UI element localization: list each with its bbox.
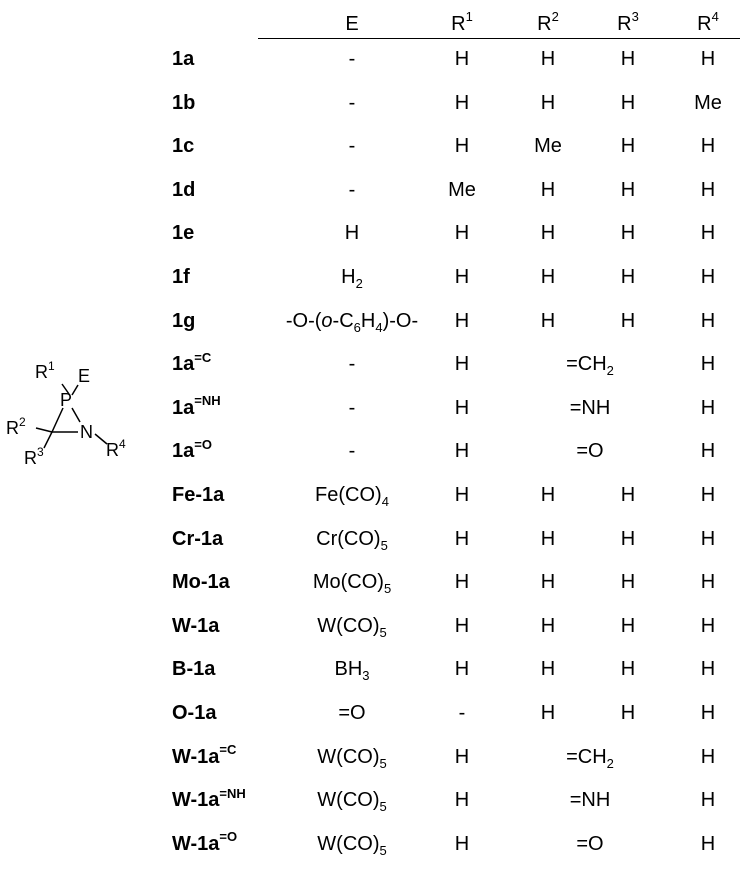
cell-e-sub: 5 bbox=[379, 799, 387, 815]
cell-r3: H bbox=[620, 484, 636, 506]
structure-r4-base: R bbox=[106, 440, 119, 460]
cell-e-base: W(CO) bbox=[317, 789, 380, 812]
structure-r4-label bbox=[106, 437, 126, 460]
cell-e-base: Fe(CO) bbox=[315, 484, 382, 506]
compound-id bbox=[172, 349, 211, 379]
table-row bbox=[0, 698, 740, 728]
cell-e-base: W(CO) bbox=[317, 614, 380, 637]
compound-id-base: 1a bbox=[172, 353, 195, 376]
bond-p-e bbox=[72, 385, 78, 395]
cell-e-italic: o bbox=[321, 309, 333, 332]
cell-r1: H bbox=[454, 789, 470, 812]
cell-r4: H bbox=[700, 266, 716, 288]
cell-r3: H bbox=[620, 658, 636, 681]
cell-r2-r3-base: =CH bbox=[566, 353, 607, 376]
header-r2-sup: 2 bbox=[551, 9, 559, 25]
cell-e-base: Cr(CO) bbox=[316, 527, 381, 550]
structure-r1-sup: 1 bbox=[48, 359, 55, 373]
table-row bbox=[0, 742, 740, 772]
structure-r2-sup: 2 bbox=[19, 415, 26, 429]
compound-id-base: Mo-1a bbox=[172, 571, 230, 594]
structure-r2-base: R bbox=[6, 418, 19, 438]
cell-r2: H bbox=[540, 484, 556, 506]
cell-r2-r3-merged bbox=[566, 742, 614, 772]
cell-r2: H bbox=[540, 527, 556, 550]
cell-r4: H bbox=[700, 614, 716, 637]
compound-id-base: Cr-1a bbox=[172, 527, 224, 550]
cell-r3: H bbox=[620, 178, 636, 201]
cell-r1: Me bbox=[448, 178, 476, 201]
header-r4-sup: 4 bbox=[711, 9, 719, 25]
compound-id bbox=[172, 131, 194, 161]
header-r3 bbox=[617, 10, 639, 38]
cell-r2-r3-merged bbox=[570, 393, 611, 423]
compound-id bbox=[172, 88, 195, 118]
cell-e bbox=[341, 262, 363, 292]
cell-r1: H bbox=[454, 91, 470, 114]
cell-e-base: - bbox=[348, 135, 356, 158]
table-row bbox=[0, 524, 740, 554]
cell-e-base: - bbox=[348, 178, 356, 201]
cell-r2: H bbox=[540, 658, 556, 681]
cell-r2: H bbox=[540, 614, 556, 637]
table-row bbox=[0, 785, 740, 815]
cell-r4: H bbox=[700, 745, 716, 768]
cell-r1: H bbox=[454, 658, 470, 681]
cell-r3: H bbox=[620, 222, 636, 245]
cell-e bbox=[349, 88, 356, 118]
cell-r3: H bbox=[620, 48, 636, 70]
cell-e-base: W(CO) bbox=[317, 745, 380, 768]
compound-id bbox=[172, 742, 236, 772]
cell-e bbox=[349, 44, 356, 74]
cell-r2-r3-merged bbox=[566, 349, 614, 379]
cell-r3: H bbox=[620, 527, 636, 550]
cell-r3: H bbox=[620, 614, 636, 637]
cell-r4: H bbox=[700, 396, 716, 419]
compound-id bbox=[172, 175, 195, 205]
cell-r1: H bbox=[454, 440, 470, 463]
table-row bbox=[0, 567, 740, 597]
cell-r1: H bbox=[454, 48, 470, 70]
cell-e bbox=[349, 349, 356, 379]
cell-e-mid2: H bbox=[360, 309, 376, 332]
compound-id-base: 1f bbox=[172, 266, 190, 288]
bond-c-r2 bbox=[36, 428, 52, 432]
compound-id-sup: =C bbox=[194, 349, 212, 365]
structure-r1-base: R bbox=[35, 362, 48, 382]
cell-r2: Me bbox=[534, 135, 562, 158]
cell-r3: H bbox=[620, 309, 636, 332]
cell-r2: H bbox=[540, 571, 556, 594]
header-r3-sup: 3 bbox=[631, 9, 639, 25]
cell-r3: H bbox=[620, 91, 636, 114]
structure-r4-sup: 4 bbox=[119, 437, 126, 451]
compound-id-base: 1g bbox=[172, 309, 196, 332]
cell-r1: H bbox=[454, 484, 470, 506]
cell-r2: H bbox=[540, 48, 556, 70]
structure-e-label: E bbox=[78, 366, 91, 386]
compound-id bbox=[172, 218, 194, 248]
compound-id-sup: =NH bbox=[219, 785, 246, 801]
structure-r3-base: R bbox=[24, 448, 37, 468]
cell-r3: H bbox=[620, 266, 636, 288]
cell-e bbox=[316, 524, 388, 554]
cell-e-base: - bbox=[348, 48, 356, 70]
cell-r3: H bbox=[620, 135, 636, 158]
cell-e bbox=[349, 131, 356, 161]
structure-r1-label bbox=[35, 359, 55, 382]
cell-e-base: =O bbox=[338, 702, 366, 724]
cell-r4: H bbox=[700, 309, 716, 332]
structure-r2-label bbox=[6, 415, 26, 438]
compound-id-base: 1c bbox=[172, 135, 195, 158]
cell-r3: H bbox=[620, 702, 636, 724]
cell-e-base: - bbox=[348, 91, 356, 114]
cell-r1: H bbox=[454, 571, 470, 594]
cell-e-base: - bbox=[348, 396, 356, 419]
compound-id-base: 1d bbox=[172, 178, 196, 201]
cell-e bbox=[349, 175, 356, 205]
cell-e bbox=[334, 654, 369, 684]
cell-r1: H bbox=[454, 614, 470, 637]
compound-id-base: 1a bbox=[172, 440, 195, 463]
cell-e-sub: 6 bbox=[353, 319, 361, 335]
cell-e bbox=[345, 218, 359, 248]
structure-p-label: P bbox=[60, 390, 73, 410]
cell-e bbox=[313, 567, 391, 597]
cell-r1: H bbox=[454, 832, 470, 855]
compound-id-sup: =O bbox=[219, 829, 238, 845]
bond-p-n bbox=[72, 408, 80, 422]
compound-id-base: Fe-1a bbox=[172, 484, 225, 506]
compound-id-base: W-1a bbox=[172, 832, 220, 855]
cell-e-mid: -C bbox=[332, 309, 354, 332]
cell-e bbox=[338, 698, 365, 728]
cell-e bbox=[349, 393, 356, 423]
cell-r3: H bbox=[620, 571, 636, 594]
compound-id-base: 1e bbox=[172, 222, 195, 245]
cell-e-sub: 5 bbox=[383, 581, 392, 597]
compound-id bbox=[172, 306, 195, 336]
cell-r4: H bbox=[700, 484, 716, 506]
compound-id bbox=[172, 829, 237, 859]
table-row bbox=[0, 88, 740, 118]
cell-r2-r3-base: =O bbox=[576, 832, 604, 855]
cell-r2-r3-merged bbox=[576, 829, 603, 859]
cell-r4: H bbox=[700, 702, 716, 724]
cell-r2-r3-sub: 2 bbox=[606, 363, 614, 379]
cell-r2-r3-base: =O bbox=[576, 440, 604, 463]
cell-r2-r3-base: =NH bbox=[569, 789, 611, 812]
compound-id bbox=[172, 654, 215, 684]
bond-c-r3 bbox=[44, 432, 52, 448]
compound-id bbox=[172, 611, 219, 641]
cell-e-sub: 5 bbox=[379, 624, 387, 640]
cell-r1: H bbox=[454, 396, 470, 419]
cell-e bbox=[317, 785, 386, 815]
aziridine-structure bbox=[0, 360, 160, 490]
cell-r1: - bbox=[458, 702, 466, 724]
cell-r1: H bbox=[454, 135, 470, 158]
cell-r4: H bbox=[700, 440, 716, 463]
compound-id-sup: =C bbox=[219, 741, 237, 757]
table-row bbox=[0, 218, 740, 248]
cell-e-base: -O-( bbox=[285, 309, 322, 332]
cell-e-sub: 5 bbox=[379, 755, 387, 771]
cell-r1: H bbox=[454, 745, 470, 768]
cell-r2: H bbox=[540, 178, 556, 201]
compound-id-sup: =NH bbox=[194, 393, 221, 409]
compound-id bbox=[172, 785, 246, 815]
compound-id-base: W-1a bbox=[172, 789, 220, 812]
table-row bbox=[0, 44, 740, 74]
table-row bbox=[0, 131, 740, 161]
cell-r4: H bbox=[700, 353, 716, 376]
cell-r2-r3-sub: 2 bbox=[606, 755, 614, 771]
compound-id bbox=[172, 698, 216, 728]
cell-e-base: H bbox=[341, 266, 356, 288]
cell-r2: H bbox=[540, 266, 556, 288]
header-e: E bbox=[345, 13, 359, 35]
cell-r2: H bbox=[540, 309, 556, 332]
compound-id bbox=[172, 262, 190, 292]
cell-r2-r3-base: =NH bbox=[569, 396, 611, 419]
header-r2 bbox=[537, 10, 559, 38]
compound-id bbox=[172, 524, 223, 554]
cell-r4: H bbox=[700, 832, 716, 855]
cell-r1: H bbox=[454, 266, 470, 288]
cell-e bbox=[317, 742, 386, 772]
cell-r4: Me bbox=[694, 91, 722, 114]
compound-id-base: 1a bbox=[172, 48, 195, 70]
compound-id bbox=[172, 567, 230, 597]
cell-e-sub: 5 bbox=[379, 842, 387, 858]
cell-r4: H bbox=[700, 571, 716, 594]
structure-r3-label bbox=[24, 445, 44, 468]
header-r4-base: R bbox=[697, 13, 712, 35]
compound-id bbox=[172, 436, 212, 466]
cell-r1: H bbox=[454, 222, 470, 245]
cell-e-sub2: 4 bbox=[375, 319, 383, 335]
compound-id bbox=[172, 480, 224, 510]
cell-e-base: BH bbox=[334, 658, 363, 681]
cell-e-base: Mo(CO) bbox=[312, 571, 384, 594]
header-r3-base: R bbox=[617, 13, 632, 35]
table-row bbox=[0, 306, 740, 336]
cell-r4: H bbox=[700, 658, 716, 681]
table-row bbox=[0, 262, 740, 292]
structure-n-label: N bbox=[80, 422, 93, 442]
header-r4 bbox=[697, 10, 719, 38]
cell-r2-r3-base: =CH bbox=[566, 745, 607, 768]
compound-id-base: B-1a bbox=[172, 658, 216, 681]
cell-e bbox=[286, 306, 418, 336]
compound-id-sup: =O bbox=[194, 436, 212, 452]
cell-e bbox=[349, 436, 356, 466]
cell-e-base: W(CO) bbox=[317, 832, 380, 855]
cell-e-sub: 2 bbox=[355, 276, 363, 291]
header-rule bbox=[258, 38, 740, 39]
header-r1 bbox=[451, 10, 473, 38]
cell-r1: H bbox=[454, 353, 470, 376]
cell-e-base: - bbox=[348, 353, 356, 376]
compound-id-base: W-1a bbox=[172, 614, 220, 637]
table-row bbox=[0, 654, 740, 684]
cell-r2: H bbox=[540, 702, 556, 724]
header-r1-base: R bbox=[451, 13, 466, 35]
cell-r4: H bbox=[700, 135, 716, 158]
cell-e-sub: 4 bbox=[381, 494, 389, 509]
cell-r4: H bbox=[700, 789, 716, 812]
bond-p-c bbox=[52, 408, 63, 432]
cell-r2: H bbox=[540, 91, 556, 114]
cell-e bbox=[315, 480, 389, 510]
cell-e bbox=[317, 829, 386, 859]
cell-r4: H bbox=[700, 527, 716, 550]
compound-id bbox=[172, 44, 194, 74]
cell-e-tail: )-O- bbox=[382, 309, 419, 332]
cell-r1: H bbox=[454, 309, 470, 332]
cell-r4: H bbox=[700, 178, 716, 201]
cell-r2-r3-merged bbox=[576, 436, 603, 466]
compound-id bbox=[172, 393, 221, 423]
cell-e bbox=[317, 611, 386, 641]
compound-id-base: O-1a bbox=[172, 702, 217, 724]
cell-e-base: - bbox=[348, 440, 356, 463]
compound-id-base: 1b bbox=[172, 91, 196, 114]
cell-r1: H bbox=[454, 527, 470, 550]
table-row bbox=[0, 611, 740, 641]
header-r1-sup: 1 bbox=[465, 9, 473, 25]
header-r2-base: R bbox=[537, 13, 552, 35]
cell-r2: H bbox=[540, 222, 556, 245]
table-row bbox=[0, 175, 740, 205]
cell-r4: H bbox=[700, 222, 716, 245]
cell-e-sub: 3 bbox=[362, 668, 370, 684]
structure-r3-sup: 3 bbox=[37, 445, 44, 459]
compound-id-base: 1a bbox=[172, 396, 195, 419]
cell-r2-r3-merged bbox=[570, 785, 611, 815]
cell-r4: H bbox=[700, 48, 716, 70]
cell-e-sub: 5 bbox=[380, 537, 388, 553]
table-row bbox=[0, 829, 740, 859]
cell-e-base: H bbox=[344, 222, 360, 245]
compound-id-base: W-1a bbox=[172, 745, 220, 768]
